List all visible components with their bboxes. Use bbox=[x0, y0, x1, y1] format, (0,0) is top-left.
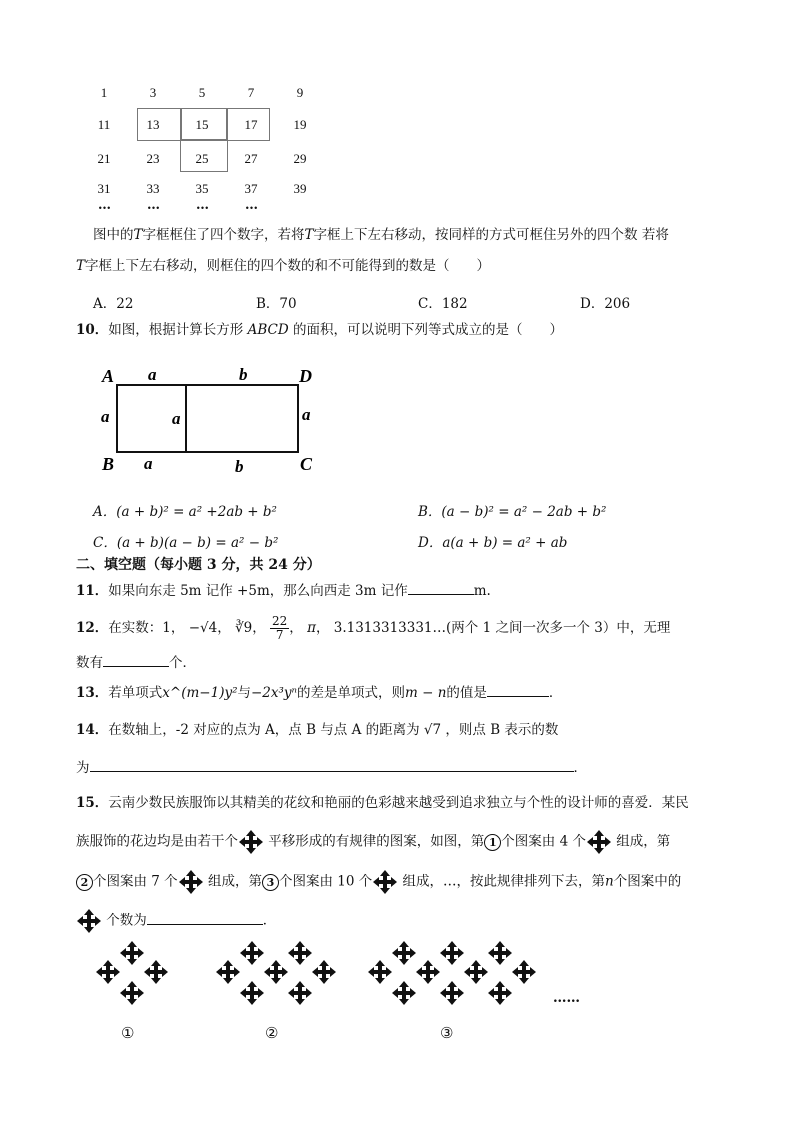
cross-arrow-icon bbox=[440, 941, 464, 965]
cross-arrow-icon bbox=[264, 960, 288, 984]
cross-arrow-icon bbox=[178, 869, 204, 895]
pattern-label-2: ② bbox=[265, 1024, 279, 1042]
q15-line1: 15．云南少数民族服饰以其精美的花纹和艳丽的色彩越来越受到追求独立与个性的设计师的喜爱．某民 bbox=[76, 795, 689, 811]
grid-cell: 19 bbox=[293, 117, 307, 132]
q11-answer-blank[interactable] bbox=[408, 594, 474, 595]
grid-cell: 17 bbox=[244, 117, 258, 132]
cross-arrow-icon bbox=[120, 941, 144, 965]
grid-dots: … bbox=[196, 198, 208, 213]
rectangle-abcd bbox=[117, 385, 298, 452]
vertex-d: D bbox=[299, 366, 312, 386]
grid-dots: … bbox=[245, 198, 257, 213]
grid-cell: 9 bbox=[296, 85, 304, 100]
cross-arrow-icon bbox=[416, 960, 440, 984]
grid-cell: 5 bbox=[198, 85, 206, 100]
q12-line1: 12．在实数：1， −√4， ∛9， $\frac{22}{7}$ ， π， 3.1313313331…(两个 1 之间一次多一个 3）中，无理 bbox=[76, 613, 671, 642]
label-right-a: a bbox=[302, 405, 311, 424]
grid-cell: 15 bbox=[195, 117, 209, 132]
label-mid-a: a bbox=[172, 409, 181, 428]
pattern-label-1: ① bbox=[121, 1024, 135, 1042]
circled-number-1: 1 bbox=[484, 834, 501, 851]
q12-answer-blank[interactable] bbox=[103, 666, 169, 667]
grid-cell: 7 bbox=[247, 85, 255, 100]
q9-option-d[interactable]: D．206 bbox=[580, 296, 631, 312]
cross-arrow-icon bbox=[96, 960, 120, 984]
grid-cell: 3 bbox=[149, 85, 157, 100]
pattern-3 bbox=[368, 941, 536, 1005]
cross-arrow-icon bbox=[240, 981, 264, 1005]
cross-arrow-icon bbox=[586, 829, 612, 855]
vertex-c: C bbox=[300, 454, 313, 474]
q13: 13．若单项式x^(m−1)y²与−2x³yⁿ的差是单项式，则m − n的值是 ． bbox=[76, 685, 563, 701]
cross-arrow-icon bbox=[144, 960, 168, 984]
grid-cell: 1 bbox=[100, 85, 108, 100]
grid-dots: … bbox=[98, 198, 110, 213]
q10-option-d[interactable]: D．a(a + b) = a² + ab bbox=[418, 535, 568, 551]
cross-arrow-icon bbox=[392, 941, 416, 965]
q9-option-a[interactable]: A．22 bbox=[93, 296, 134, 312]
q15-answer-blank[interactable] bbox=[147, 924, 263, 925]
t-frame-box bbox=[180, 139, 228, 172]
q9-option-b[interactable]: B．70 bbox=[256, 296, 297, 312]
q9-option-c[interactable]: C．182 bbox=[418, 296, 468, 312]
cross-arrow-icon bbox=[288, 981, 312, 1005]
q10-stem: 10．如图，根据计算长方形 ABCD 的面积，可以说明下列等式成立的是（ ） bbox=[76, 322, 563, 338]
pattern-label-3: ③ bbox=[440, 1024, 454, 1042]
label-top-b: b bbox=[239, 365, 248, 384]
grid-cell: 21 bbox=[97, 151, 111, 166]
t-frame-box bbox=[226, 108, 270, 141]
grid-cell: 31 bbox=[97, 181, 111, 196]
pattern-2 bbox=[216, 941, 336, 1005]
q10-option-c[interactable]: C．(a + b)(a − b) = a² − b² bbox=[93, 535, 279, 551]
grid-cell: 35 bbox=[195, 181, 209, 196]
t-frame-box bbox=[137, 108, 182, 141]
cross-arrow-icon bbox=[512, 960, 536, 984]
cross-arrow-icon bbox=[312, 960, 336, 984]
t-frame-box bbox=[180, 108, 228, 141]
label-top-a: a bbox=[148, 365, 157, 384]
grid-cell: 23 bbox=[146, 151, 160, 166]
q9-line2: T字框上下左右移动，则框住的四个数的和不可能得到的数是（ ） bbox=[76, 258, 491, 274]
grid-cell: 39 bbox=[293, 181, 307, 196]
q15-line3: 2 个图案由 7 个 组成，第 3 个图案由 10 个 组成，…，按此规律排列下去，第n个图案中的 bbox=[76, 869, 681, 895]
grid-dots: … bbox=[147, 198, 159, 213]
q15-line2: 族服饰的花边均是由若干个 平移形成的有规律的图案，如图，第 1 个图案由 4 个 组成，第 bbox=[76, 829, 670, 855]
q9-line1: 图中的T字框框住了四个数字，若将T字框上下左右移动，按同样的方式可框住另外的四个数 若将 bbox=[93, 227, 669, 243]
vertex-b: B bbox=[102, 454, 115, 474]
label-left-a: a bbox=[101, 407, 110, 426]
grid-cell: 33 bbox=[146, 181, 160, 196]
cross-arrow-icon bbox=[76, 908, 102, 934]
cross-arrow-icon bbox=[288, 941, 312, 965]
grid-cell: 37 bbox=[244, 181, 258, 196]
cross-arrow-icon bbox=[372, 869, 398, 895]
cross-arrow-icon bbox=[392, 981, 416, 1005]
label-bottom-a: a bbox=[144, 454, 153, 473]
q10-option-a[interactable]: A．(a + b)² = a² +2ab + b² bbox=[93, 504, 277, 520]
q10-option-b[interactable]: B．(a − b)² = a² − 2ab + b² bbox=[418, 504, 607, 520]
q13-answer-blank[interactable] bbox=[487, 696, 549, 697]
circled-number-3: 3 bbox=[262, 874, 279, 891]
cross-arrow-icon bbox=[488, 981, 512, 1005]
cross-arrow-icon bbox=[464, 960, 488, 984]
grid-cell: 13 bbox=[146, 117, 160, 132]
grid-cell: 27 bbox=[244, 151, 258, 166]
cross-arrow-icon bbox=[488, 941, 512, 965]
cross-arrow-icon bbox=[120, 981, 144, 1005]
grid-cell: 29 bbox=[293, 151, 307, 166]
section-title: 二、填空题（每小题 3 分，共 24 分） bbox=[76, 557, 321, 573]
q14-line1: 14．在数轴上，-2 对应的点为 A，点 B 与点 A 的距离为 √7 ，则点 B 表示的数 bbox=[76, 722, 559, 738]
q15-line4: 个数为 ． bbox=[76, 908, 276, 934]
q11: 11．如果向东走 5m 记作 +5m，那么向西走 3m 记作 m. bbox=[76, 583, 491, 599]
q14-line2: 为 ． bbox=[76, 760, 587, 776]
fraction-22-7: $\frac{22}{7}$ bbox=[272, 613, 288, 642]
rectangle-abcd-figure bbox=[96, 360, 326, 480]
pattern-ellipsis: …… bbox=[553, 990, 580, 1006]
cross-arrow-icon bbox=[440, 981, 464, 1005]
vertex-a: A bbox=[102, 366, 115, 386]
grid-cell: 25 bbox=[195, 151, 209, 166]
pattern-figures bbox=[90, 935, 550, 1015]
pattern-1 bbox=[96, 941, 168, 1005]
label-bottom-b: b bbox=[235, 457, 244, 476]
cross-arrow-icon bbox=[216, 960, 240, 984]
q12-line2: 数有 个． bbox=[76, 655, 196, 671]
circled-number-2: 2 bbox=[76, 874, 93, 891]
grid-cell: 11 bbox=[97, 117, 111, 132]
cross-arrow-icon bbox=[368, 960, 392, 984]
cross-arrow-icon bbox=[238, 829, 264, 855]
q14-answer-blank[interactable] bbox=[90, 771, 574, 772]
cross-arrow-icon bbox=[240, 941, 264, 965]
